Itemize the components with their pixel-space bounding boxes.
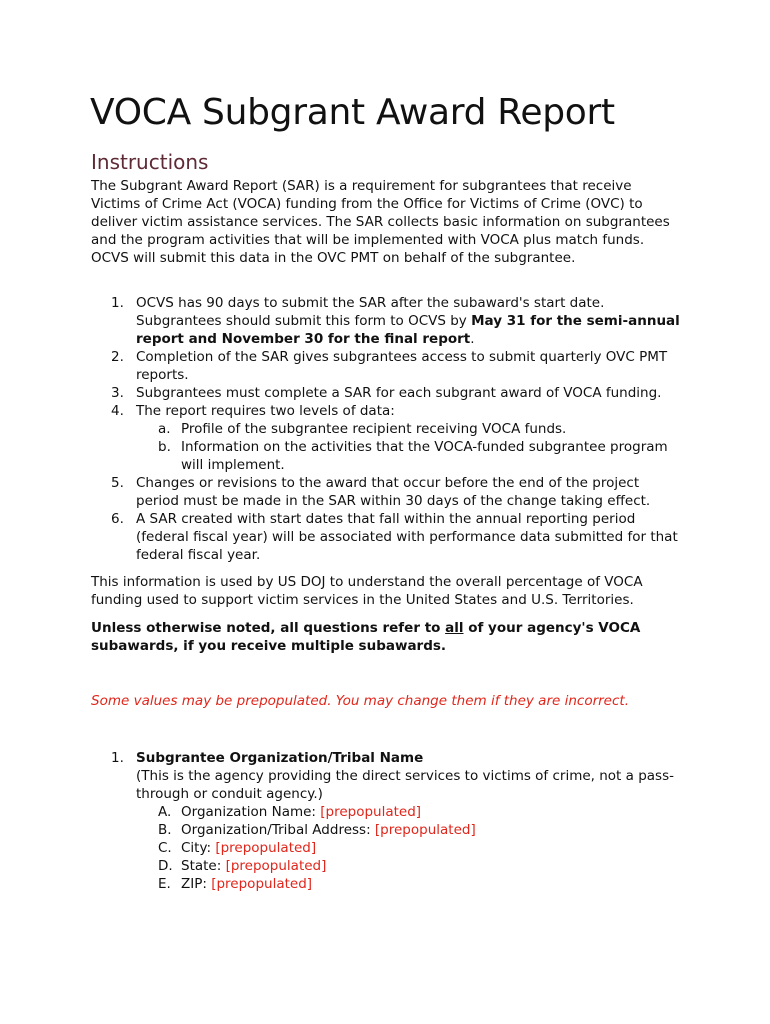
question-1 — [91, 749, 681, 893]
instructions-heading: Instructions — [91, 150, 209, 174]
deadline-text: May 31 for the semi-annual report and November 30 for the final report — [136, 313, 680, 347]
list-number: 2. — [111, 349, 124, 365]
list-item — [91, 510, 681, 564]
list-item-text: The report requires two levels of data: — [136, 403, 395, 419]
organization-name-value[interactable]: [prepopulated] — [320, 804, 422, 820]
intro-paragraph: The Subgrant Award Report (SAR) is a requirement for subgrantees that receive Victims of Crime Act (VOCA) funding from the Office for Victims of Crime (OVC) to deliver victim assistance services. The SAR collects basic information on subgrantees and the program activities that will be implemented with VOCA plus match funds. OCVS will submit this data in the OVC PMT on behalf of the subgrantee. — [91, 178, 670, 266]
list-number: 3. — [111, 385, 124, 401]
note-text-end: of your agency's VOCA subawards, if you receive multiple subawards. — [91, 620, 641, 654]
list-item-text: A SAR created with start dates that fall within the annual reporting period (federal fiscal year) will be associated with performance data submitted for that federal fiscal year. — [136, 511, 678, 563]
field-letter: A. — [158, 804, 172, 820]
list-item — [91, 294, 681, 348]
list-item-text: Subgrantees must complete a SAR for each subgrant award of VOCA funding. — [136, 385, 662, 401]
sub-list-item-text: Information on the activities that the VOCA-funded subgrantee program will implement. — [181, 439, 668, 473]
list-item — [91, 348, 681, 384]
field-label: Organization Name: — [181, 804, 321, 820]
list-item-text: OCVS has 90 days to submit the SAR after the subaward's start date. Subgrantees should submit this form to OCVS by — [136, 295, 605, 329]
question-description: (This is the agency providing the direct services to victims of crime, not a pass-through or conduit agency.) — [136, 768, 674, 802]
field-city — [136, 839, 681, 857]
list-number: 5. — [111, 475, 124, 491]
field-letter: B. — [158, 822, 172, 838]
list-number: 1. — [111, 295, 124, 311]
note-text: Unless otherwise noted, all questions refer to — [91, 620, 446, 636]
organization-address-value[interactable]: [prepopulated] — [374, 822, 476, 838]
field-letter: E. — [158, 876, 171, 892]
question-number: 1. — [111, 750, 124, 766]
prepopulated-notice: Some values may be prepopulated. You may change them if they are incorrect. — [91, 693, 629, 709]
city-value[interactable]: [prepopulated] — [215, 840, 317, 856]
doj-paragraph: This information is used by US DOJ to understand the overall percentage of VOCA funding used to support victim services in the United States and U.S. Territories. — [91, 574, 643, 608]
list-item — [91, 402, 681, 474]
list-item — [91, 474, 681, 510]
question-title: Subgrantee Organization/Tribal Name — [136, 750, 424, 766]
field-letter: D. — [158, 858, 173, 874]
zip-value[interactable]: [prepopulated] — [211, 876, 313, 892]
field-letter: C. — [158, 840, 172, 856]
list-number: 4. — [111, 403, 124, 419]
note-emphasis: all — [445, 620, 464, 636]
sub-list — [136, 420, 681, 474]
field-state — [136, 857, 681, 875]
list-item-text-end: . — [470, 331, 475, 347]
instructions-list — [91, 294, 681, 564]
list-item — [91, 384, 681, 402]
sub-list-letter: a. — [158, 421, 171, 437]
page-title: VOCA Subgrant Award Report — [90, 92, 615, 133]
state-value[interactable]: [prepopulated] — [225, 858, 327, 874]
field-label: ZIP: — [181, 876, 212, 892]
field-label: City: — [181, 840, 216, 856]
question-fields — [136, 803, 681, 893]
list-item-text: Changes or revisions to the award that occur before the end of the project period must be made in the SAR within 30 days of the change taking effect. — [136, 475, 651, 509]
field-organization-address — [136, 821, 681, 839]
field-label: State: — [181, 858, 226, 874]
sub-list-item — [136, 420, 681, 438]
question-item — [91, 749, 681, 893]
multiple-subawards-note — [91, 619, 681, 655]
list-number: 6. — [111, 511, 124, 527]
field-organization-name — [136, 803, 681, 821]
sub-list-letter: b. — [158, 439, 171, 455]
sub-list-item-text: Profile of the subgrantee recipient receiving VOCA funds. — [181, 421, 567, 437]
field-zip — [136, 875, 681, 893]
sub-list-item — [136, 438, 681, 474]
list-item-text: Completion of the SAR gives subgrantees access to submit quarterly OVC PMT reports. — [136, 349, 668, 383]
field-label: Organization/Tribal Address: — [181, 822, 375, 838]
